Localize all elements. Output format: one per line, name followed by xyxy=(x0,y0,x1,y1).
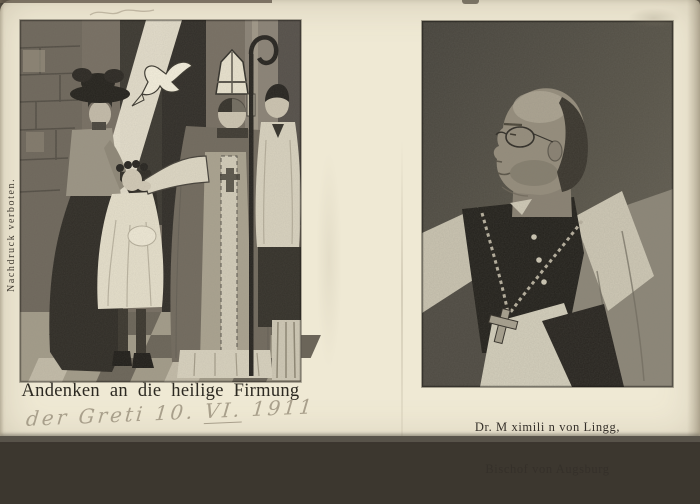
confirmation-illustration xyxy=(20,20,301,382)
copyright-note: Nachdruck verboten. xyxy=(6,177,17,292)
photo-grain xyxy=(422,21,673,387)
scan-edge-right xyxy=(687,0,700,442)
scan-edge-bottom xyxy=(0,436,700,442)
scan-edge-top xyxy=(0,0,272,3)
bishop-portrait-photo xyxy=(422,21,673,387)
pencil-mark xyxy=(88,4,158,20)
scan-edge-nub xyxy=(462,0,479,4)
left-caption: Andenken an die heilige Firmung xyxy=(21,381,300,401)
dedication-year: 1911 xyxy=(250,394,316,422)
right-caption-line1: Dr. M ximili n von Lingg, xyxy=(474,420,621,434)
halftone-grain xyxy=(20,20,301,382)
right-caption xyxy=(422,392,673,504)
right-caption-line2: Bischof von Augsburg xyxy=(485,462,610,476)
scan-edge-left xyxy=(0,0,4,442)
dedication-numeral: VI. xyxy=(203,397,244,424)
dedication-text: der Greti 10. xyxy=(25,399,197,431)
paper-crease xyxy=(401,140,403,442)
